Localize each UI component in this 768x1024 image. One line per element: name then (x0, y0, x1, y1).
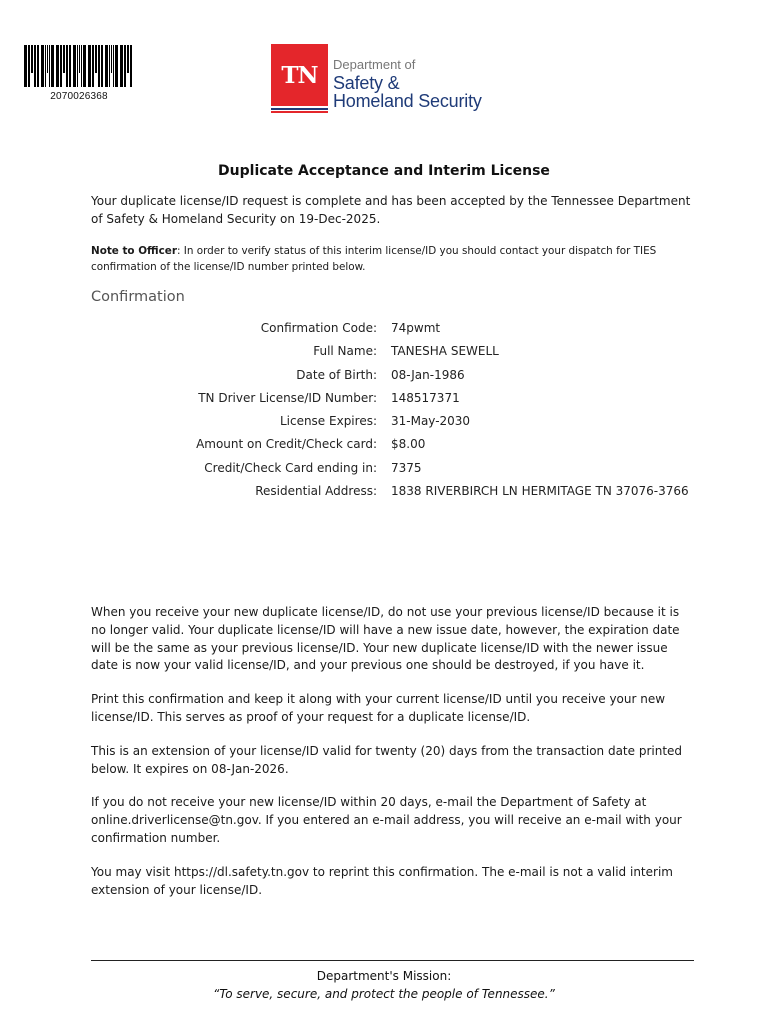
barcode-bar (69, 45, 71, 87)
barcode-bar (24, 45, 27, 87)
barcode-bar (127, 45, 129, 73)
mission-footer (0, 967, 768, 1003)
confirmation-value: 148517371 (391, 390, 460, 405)
confirmation-label: Date of Birth: (296, 367, 377, 382)
barcode-bar (92, 45, 94, 87)
barcode-block (24, 45, 134, 102)
barcode-bar (51, 45, 54, 87)
barcode-bar (115, 45, 118, 87)
mission-quote: “To serve, secure, and protect the people of Tennessee.” (213, 987, 555, 1001)
barcode-bar (37, 45, 39, 87)
confirmation-value: $8.00 (391, 437, 426, 452)
confirmation-value: 08-Jan-1986 (391, 367, 465, 382)
footer-divider (91, 960, 694, 961)
confirmation-row (0, 411, 768, 434)
confirmation-row (0, 388, 768, 411)
barcode-image (24, 45, 134, 87)
instructions-body (91, 604, 691, 915)
barcode-bar (77, 45, 78, 87)
barcode-bar (113, 45, 114, 87)
barcode-bar (95, 45, 97, 73)
officer-note-text: : In order to verify status of this interim license/ID you should contact your dispatch for TIES confirmation of the license/ID number printed below. (91, 245, 657, 273)
barcode-bar (56, 45, 59, 87)
intro-paragraph: Your duplicate license/ID request is complete and has been accepted by the Tennessee Department of Safety & Homeland Security on 19-Dec-2025. (91, 194, 691, 226)
confirmation-row (0, 341, 768, 364)
barcode-bar (66, 45, 68, 87)
barcode-bar (111, 45, 112, 73)
confirmation-row (0, 434, 768, 457)
barcode-bar (63, 45, 65, 73)
confirmation-label: Confirmation Code: (260, 321, 377, 335)
confirmation-value: 1838 RIVERBIRCH LN HERMITAGE TN 37076-3766 (391, 484, 689, 499)
barcode-bar (124, 45, 126, 87)
confirmation-value: 7375 (391, 460, 422, 475)
barcode-bar (120, 45, 123, 87)
barcode-bar (83, 45, 86, 87)
barcode-bar (109, 45, 110, 87)
confirmation-row (0, 365, 768, 388)
logo-text (333, 56, 482, 110)
paragraph-extension: This is an extension of your license/ID valid for twenty (20) days from the transaction date printed below. It expires on 08-Jan-2026. (91, 743, 683, 776)
confirmation-row (0, 318, 768, 341)
barcode-bar (60, 45, 62, 87)
logo-department: Department of (333, 57, 416, 72)
barcode-bar (98, 45, 100, 87)
confirmation-heading: Confirmation (91, 289, 185, 305)
barcode-bar (81, 45, 82, 87)
barcode-bar (105, 45, 108, 87)
barcode-bar (34, 45, 36, 87)
confirmation-label: Residential Address: (255, 484, 377, 499)
paragraph-contact-email: If you do not receive your new license/ID within 20 days, e-mail the Department of Safety at online.driverlicense@tn.gov. If you entered an e-mail address, you will receive an e-mail with your confirmation number. (91, 795, 682, 845)
paragraph-print-confirmation: Print this confirmation and keep it along with your current license/ID until you receive your new license/ID. This serves as proof of your request for a duplicate license/ID. (91, 692, 666, 724)
confirmation-table (0, 318, 768, 504)
confirmation-label: License Expires: (279, 414, 377, 429)
confirmation-row (0, 481, 768, 504)
barcode-bar (73, 45, 76, 87)
logo-stripe-navy (271, 108, 328, 110)
paragraph-reprint: You may visit https://dl.safety.tn.gov to reprint this confirmation. The e-mail is not a valid interim extension of your license/ID. (91, 864, 673, 897)
logo-stripe-red (271, 111, 328, 113)
barcode-bar (28, 45, 30, 87)
barcode-bar (45, 45, 46, 87)
logo-safety: Safety & (333, 73, 400, 93)
officer-note (91, 243, 691, 275)
confirmation-label: TN Driver License/ID Number: (198, 390, 377, 405)
confirmation-value: 31-May-2030 (391, 414, 471, 429)
mission-title: Department's Mission: (316, 969, 452, 983)
paragraph-new-license: When you receive your new duplicate license/ID, do not use your previous license/ID because it is no longer valid. Your duplicate license/ID will have a new issue date, however, the expiration date will be the same as your previous license/ID. Your new duplicate license/ID with the newer issue date is now your valid license/ID, and your previous one should be destroyed, if you have it. (91, 605, 680, 673)
tn-safety-logo (271, 44, 511, 116)
confirmation-value: TANESHA SEWELL (391, 344, 499, 359)
barcode-bar (41, 45, 44, 87)
confirmation-label: Amount on Credit/Check card: (196, 437, 377, 452)
confirmation-value: 74pwmt (391, 321, 441, 335)
logo-homeland-security: Homeland Security (333, 91, 482, 111)
barcode-number: 2070026368 (50, 91, 108, 102)
barcode-bar (31, 45, 33, 73)
tn-logo-box: TN (271, 44, 328, 106)
officer-note-label: Note to Officer (91, 245, 177, 257)
confirmation-label: Credit/Check Card ending in: (204, 460, 377, 475)
page-title: Duplicate Acceptance and Interim License (218, 163, 550, 179)
barcode-bar (79, 45, 80, 73)
barcode-bar (101, 45, 103, 87)
confirmation-row (0, 458, 768, 481)
barcode-bar (47, 45, 48, 73)
barcode-bar (130, 45, 132, 87)
barcode-bar (49, 45, 50, 87)
confirmation-label: Full Name: (313, 344, 377, 359)
barcode-bar (88, 45, 91, 87)
